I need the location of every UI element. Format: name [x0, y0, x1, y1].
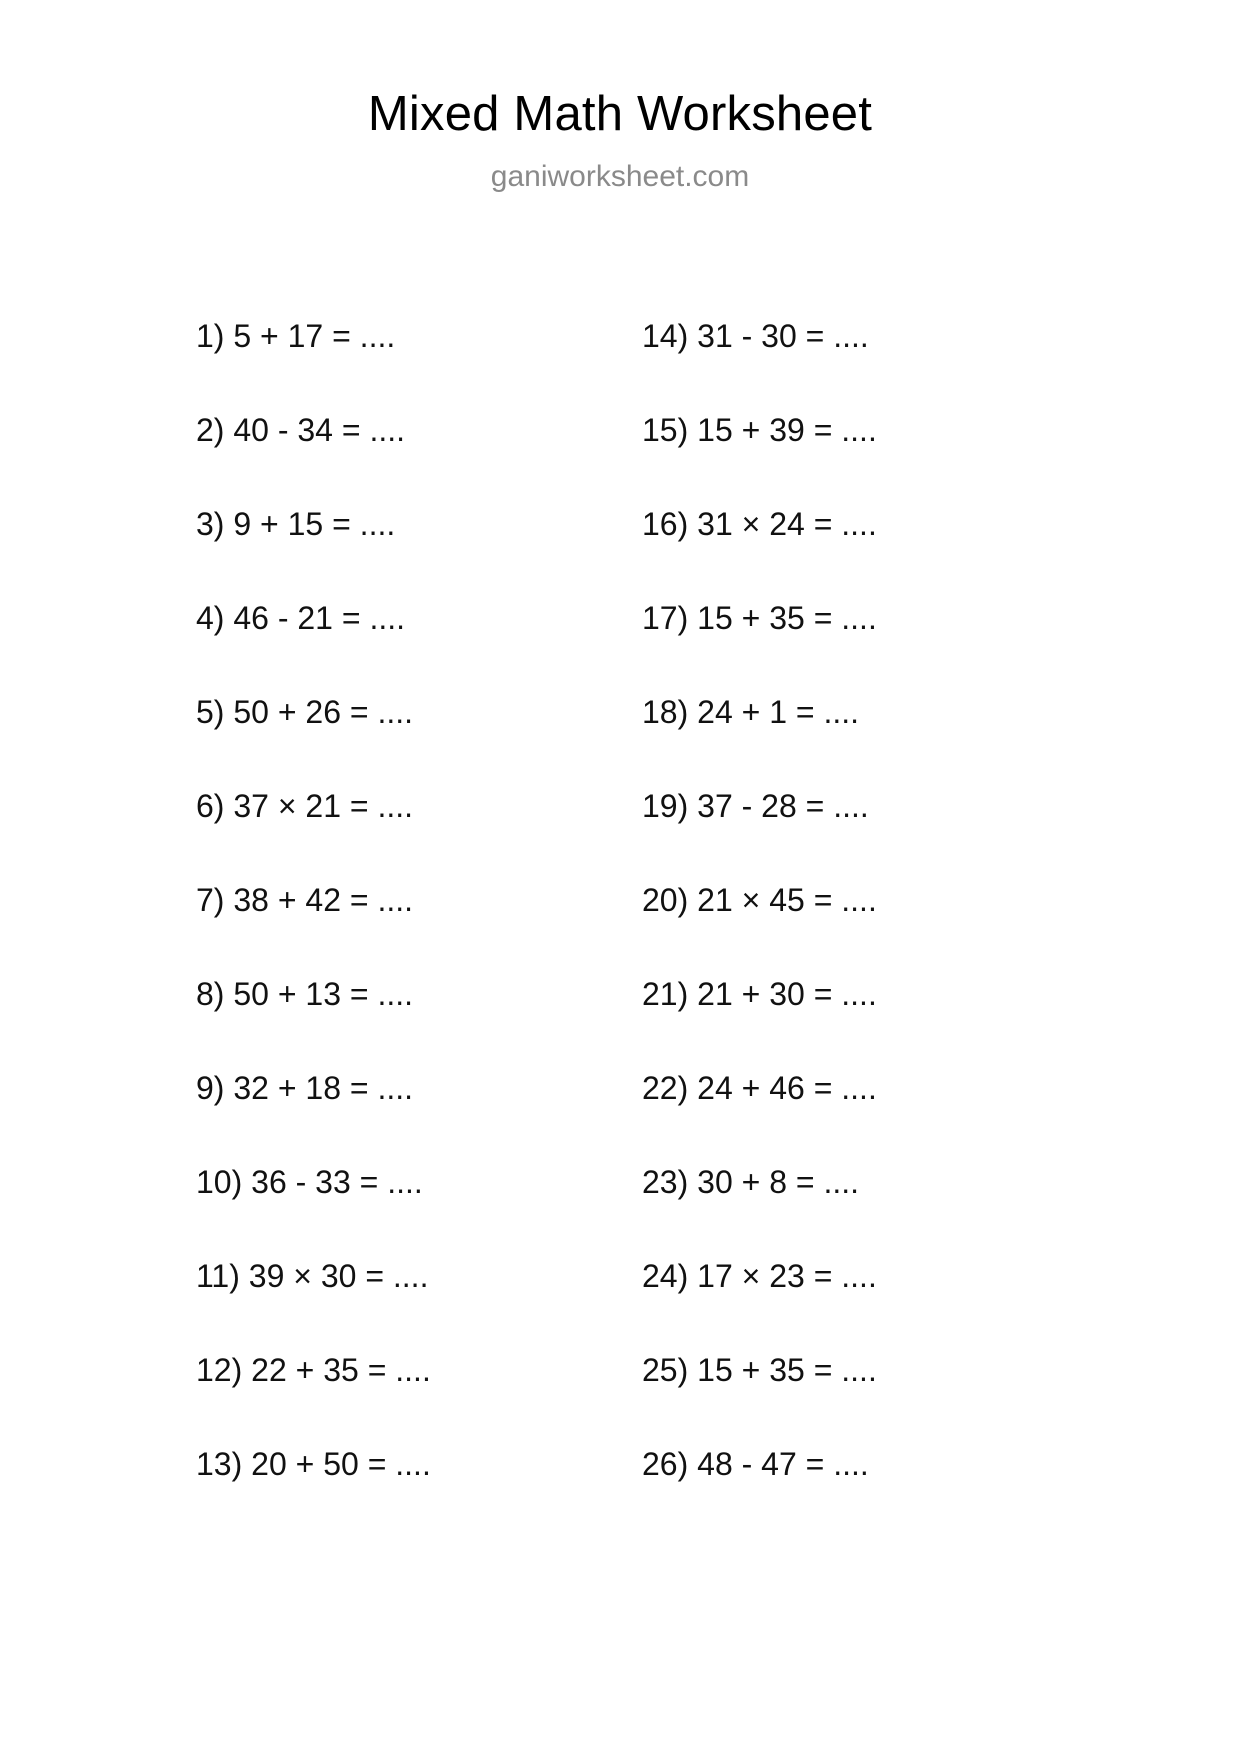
problem-item: 17) 15 + 35 = ....: [642, 599, 877, 636]
problem-item: 20) 21 × 45 = ....: [642, 881, 877, 918]
problem-item: 13) 20 + 50 = ....: [196, 1445, 431, 1482]
problem-item: 22) 24 + 46 = ....: [642, 1069, 877, 1106]
problem-item: 11) 39 × 30 = ....: [196, 1257, 429, 1294]
problem-item: 6) 37 × 21 = ....: [196, 787, 414, 824]
problem-item: 3) 9 + 15 = ....: [196, 505, 396, 542]
problem-item: 23) 30 + 8 = ....: [642, 1163, 860, 1200]
problem-item: 18) 24 + 1 = ....: [642, 693, 860, 730]
problem-item: 5) 50 + 26 = ....: [196, 693, 414, 730]
problems-container: [0, 289, 1240, 1511]
problem-item: 21) 21 + 30 = ....: [642, 975, 877, 1012]
problem-item: 2) 40 - 34 = ....: [196, 411, 405, 448]
problems-column-right: [642, 289, 1072, 1511]
problem-item: 4) 46 - 21 = ....: [196, 599, 405, 636]
problem-item: 7) 38 + 42 = ....: [196, 881, 414, 918]
problem-item: 25) 15 + 35 = ....: [642, 1351, 877, 1388]
problem-item: 24) 17 × 23 = ....: [642, 1257, 877, 1294]
site-attribution: ganiworksheet.com: [490, 159, 750, 193]
page-title: Mixed Math Worksheet: [367, 87, 873, 141]
problems-column-left: [196, 289, 642, 1511]
problem-item: 12) 22 + 35 = ....: [196, 1351, 431, 1388]
problem-item: 15) 15 + 39 = ....: [642, 411, 877, 448]
worksheet-header: [0, 0, 1240, 193]
problem-item: 10) 36 - 33 = ....: [196, 1163, 423, 1200]
problem-item: 19) 37 - 28 = ....: [642, 787, 869, 824]
problem-item: 26) 48 - 47 = ....: [642, 1445, 869, 1482]
problem-item: 8) 50 + 13 = ....: [196, 975, 414, 1012]
problem-item: 1) 5 + 17 = ....: [196, 317, 396, 354]
problem-item: 9) 32 + 18 = ....: [196, 1069, 414, 1106]
problem-item: 14) 31 - 30 = ....: [642, 317, 869, 354]
problem-item: 16) 31 × 24 = ....: [642, 505, 877, 542]
